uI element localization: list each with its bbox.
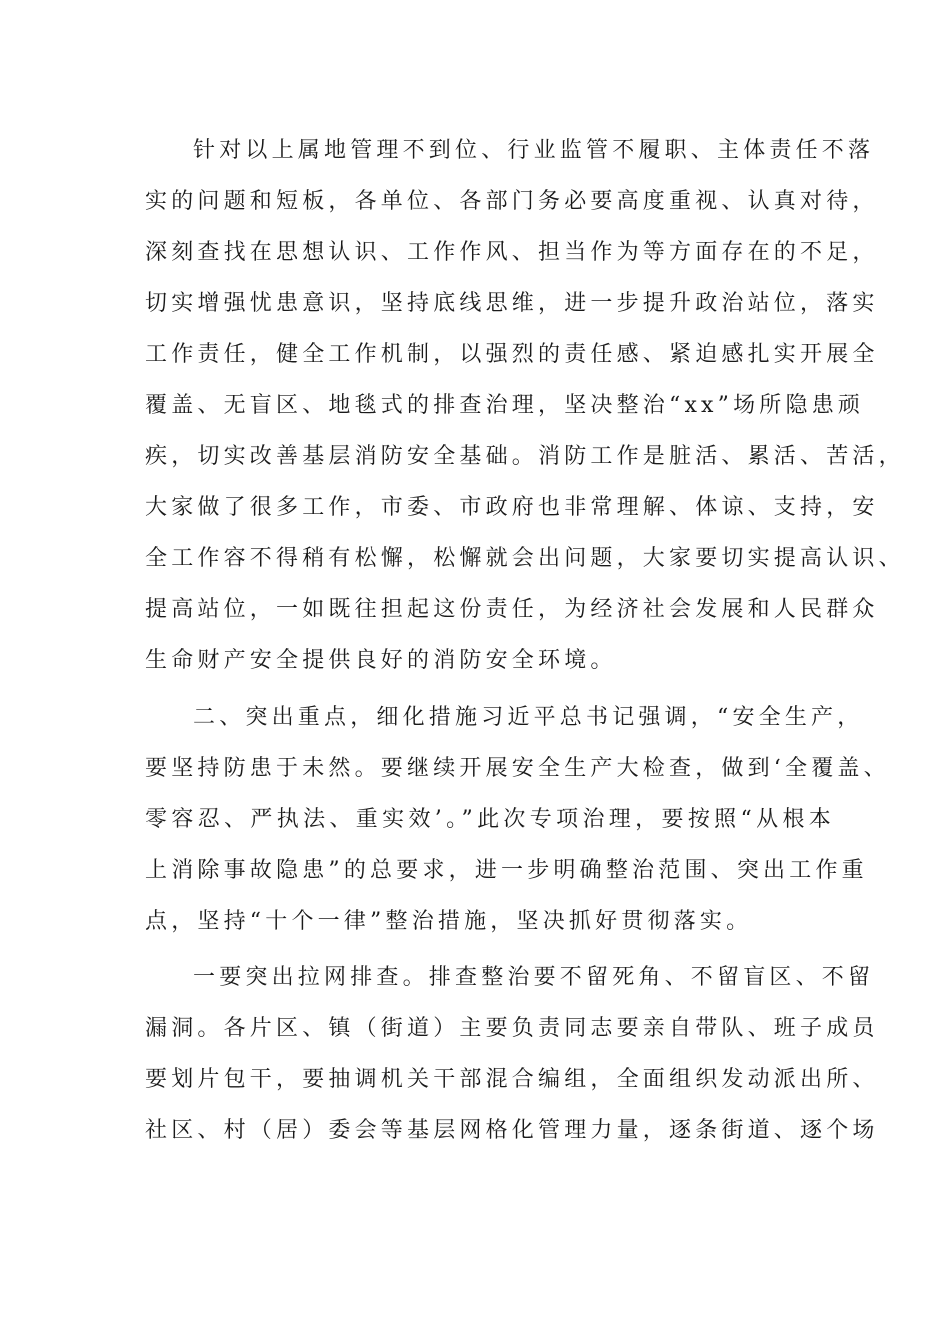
paragraph-3-line-2: 漏洞。各片区、镇（街道）主要负责同志要亲自带队、班子成员 — [145, 1016, 879, 1041]
paragraph-2-line-5: 点，坚持“十个一律”整治措施，坚决抓好贯彻落实。 — [145, 909, 753, 934]
paragraph-1-line-9: 全工作容不得稍有松懈，松懈就会出问题，大家要切实提高认识、 — [145, 546, 905, 571]
paragraph-1-line-8: 大家做了很多工作，市委、市政府也非常理解、体谅、支持，安 — [145, 495, 879, 520]
paragraph-1-line-7: 疾，切实改善基层消防安全基础。消防工作是脏活、累活、苦活， — [145, 444, 905, 469]
paragraph-1-line-6: 覆盖、无盲区、地毯式的排查治理，坚决整治“xx”场所隐患顽 — [145, 393, 865, 418]
paragraph-1-line-5: 工作责任，健全工作机制，以强烈的责任感、紧迫感扎实开展全 — [145, 342, 879, 367]
paragraph-1-line-10: 提高站位，一如既往担起这份责任，为经济社会发展和人民群众 — [145, 597, 879, 622]
paragraph-2-line-3: 零容忍、严执法、重实效’。”此次专项治理，要按照“从根本 — [145, 807, 835, 832]
paragraph-2-line-2: 要坚持防患于未然。要继续开展安全生产大检查，做到‘全覆盖、 — [145, 756, 890, 781]
paragraph-3-line-4: 社区、村（居）委会等基层网格化管理力量，逐条街道、逐个场 — [145, 1118, 879, 1143]
paragraph-1-line-3: 深刻查找在思想认识、工作作风、担当作为等方面存在的不足， — [145, 240, 879, 265]
paragraph-1-line-1: 针对以上属地管理不到位、行业监管不履职、主体责任不落 — [193, 138, 875, 163]
paragraph-2-line-1: 二、突出重点，细化措施习近平总书记强调，“安全生产， — [193, 705, 864, 730]
paragraph-1-line-11: 生命财产安全提供良好的消防安全环境。 — [145, 648, 617, 673]
paragraph-3-line-3: 要划片包干，要抽调机关干部混合编组，全面组织发动派出所、 — [145, 1067, 879, 1092]
paragraph-1-line-2: 实的问题和短板，各单位、各部门务必要高度重视、认真对待， — [145, 189, 879, 214]
paragraph-2-line-4: 上消除事故隐患”的总要求，进一步明确整治范围、突出工作重 — [145, 858, 868, 883]
paragraph-3-line-1: 一要突出拉网排查。排查整治要不留死角、不留盲区、不留 — [193, 965, 875, 990]
paragraph-1-line-4: 切实增强忧患意识，坚持底线思维，进一步提升政治站位，落实 — [145, 291, 879, 316]
